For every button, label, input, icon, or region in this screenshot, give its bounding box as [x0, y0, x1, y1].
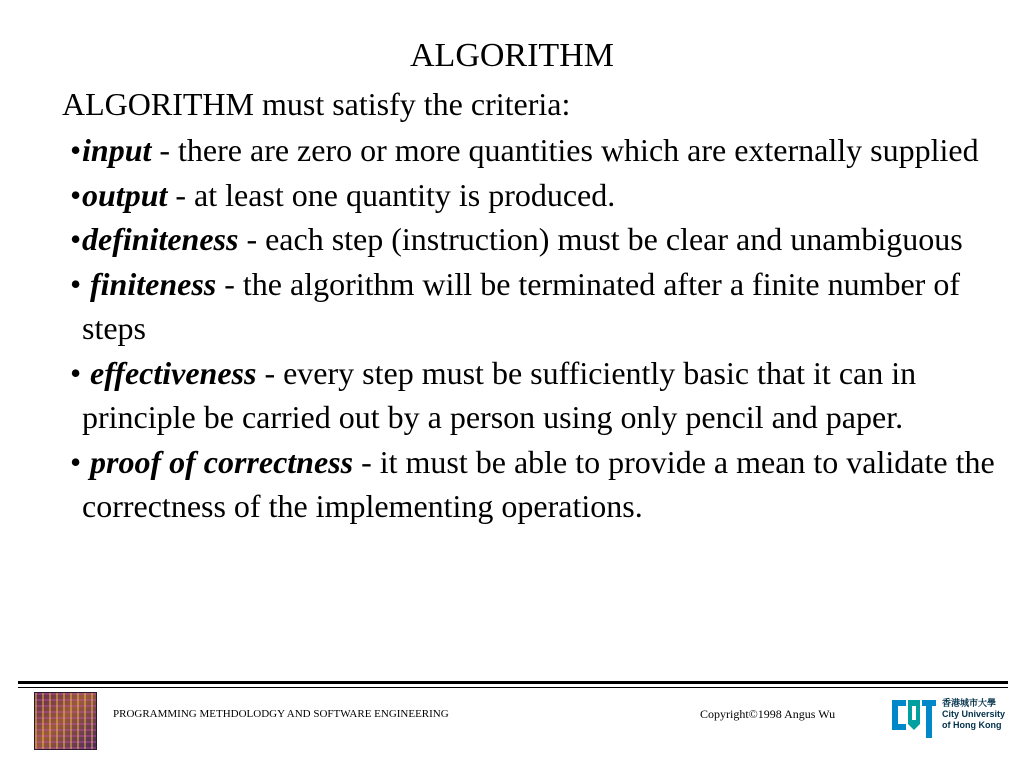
university-logo [888, 694, 1010, 744]
bullet-dot: • [70, 354, 82, 391]
criteria-term: definiteness [82, 221, 239, 257]
slide-title: ALGORITHM [410, 37, 614, 74]
bullet-dot: • [70, 176, 82, 213]
criteria-item-definiteness [70, 217, 1010, 262]
criteria-term: effectiveness [90, 354, 257, 391]
criteria-item-proof-of-correctness [70, 440, 1010, 529]
criteria-list [70, 128, 1010, 529]
circuit-image [34, 692, 97, 750]
criteria-description: - every step must be sufficiently basic that it can in principle be carried out by a person using only pencil and paper. [82, 354, 917, 435]
bullet-dot: • [70, 221, 82, 257]
criteria-description: - the algorithm will be terminated after a finite number of steps [82, 265, 960, 346]
criteria-description: - it must be able to provide a mean to validate the correctness of the implementing operations. [82, 443, 995, 524]
criteria-term: output [82, 176, 168, 213]
logo-text [942, 698, 1005, 731]
criteria-term: input [82, 132, 152, 168]
footer-copyright: Copyright©1998 Angus Wu [700, 707, 836, 721]
criteria-item-output [70, 173, 1010, 218]
criteria-term: finiteness [90, 265, 217, 302]
footer-course-title: PROGRAMMING METHDOLODGY AND SOFTWARE ENGINEERING [113, 708, 449, 720]
logo-line-1: City University [942, 709, 1006, 719]
bullet-dot: • [70, 265, 82, 302]
criteria-description: - there are zero or more quantities which are externally supplied [151, 132, 979, 168]
bullet-dot: • [70, 443, 82, 480]
criteria-description: - each step (instruction) must be clear and unambiguous [238, 221, 963, 257]
cityu-logo-mark-icon [888, 694, 938, 742]
footer-divider-thin [18, 687, 1008, 688]
logo-chinese-name: 香港城市大學 [942, 698, 997, 708]
criteria-item-finiteness [70, 262, 1010, 351]
criteria-intro: ALGORITHM must satisfy the criteria: [62, 86, 571, 122]
criteria-item-effectiveness [70, 351, 1010, 440]
criteria-term: proof of correctness [90, 443, 354, 480]
criteria-item-input [70, 128, 1010, 173]
bullet-dot: • [70, 132, 82, 168]
logo-line-2: of Hong Kong [942, 720, 1002, 730]
criteria-description: - at least one quantity is produced. [167, 176, 616, 213]
footer-divider-thick [18, 681, 1008, 684]
